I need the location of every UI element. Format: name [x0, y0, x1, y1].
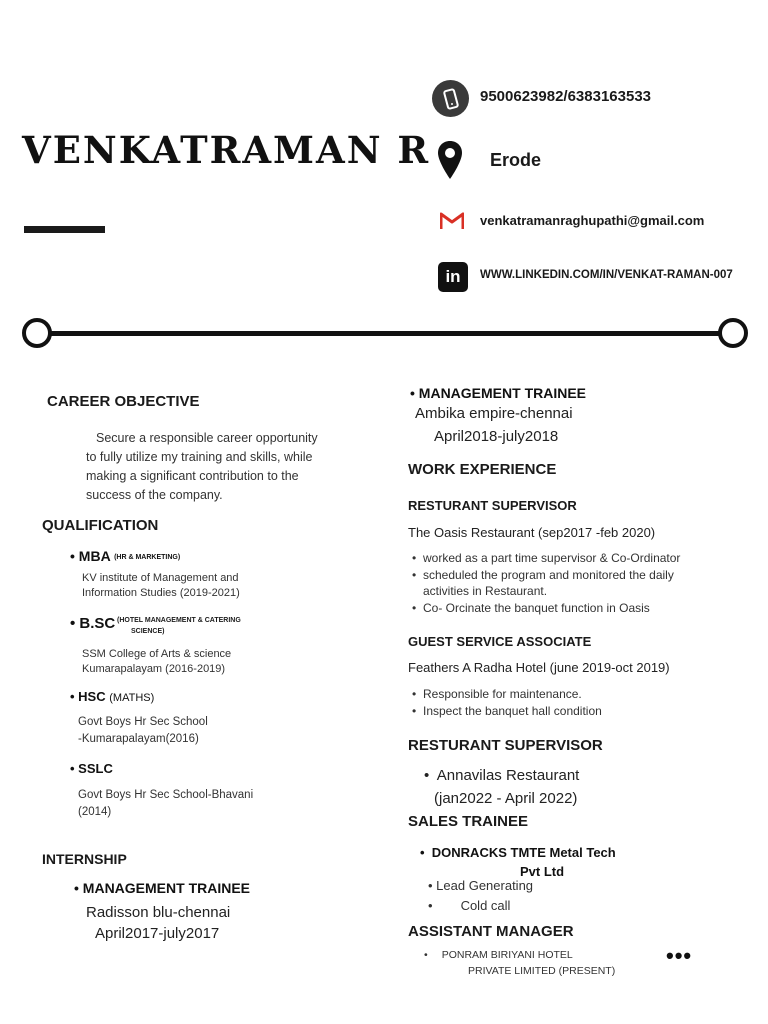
job5-company-2: PRIVATE LIMITED (PRESENT)	[468, 965, 616, 977]
mba-line-1: KV institute of Management and	[82, 572, 239, 584]
candidate-name: VENKATRAMAN R	[22, 128, 431, 172]
internship-period: April2017-july2017	[95, 925, 220, 942]
career-line-4: success of the company.	[86, 488, 223, 502]
linkedin-link[interactable]: WWW.LINKEDIN.COM/IN/VENKAT-RAMAN-007	[480, 269, 733, 281]
career-objective-heading: CAREER OBJECTIVE	[47, 393, 200, 410]
hsc-line-1: Govt Boys Hr Sec School	[78, 716, 208, 728]
hsc-line-2: -Kumarapalayam(2016)	[78, 733, 199, 745]
job1-point-2: • scheduled the program and monitored the daily activities in Restaurant.	[410, 567, 710, 600]
divider-left-circle	[22, 318, 52, 348]
work-experience-heading: WORK EXPERIENCE	[408, 461, 557, 478]
sslc-line-2: (2014)	[78, 806, 112, 818]
career-line-1: Secure a responsible career opportunity	[96, 431, 318, 445]
job1-points	[410, 550, 710, 616]
job3-title: RESTURANT SUPERVISOR	[408, 737, 603, 754]
bsc-line-1: SSM College of Arts & science	[82, 648, 232, 660]
right-trainee-place: Ambika empire-chennai	[415, 405, 573, 422]
bsc-line-2: Kumarapalayam (2016-2019)	[82, 663, 226, 675]
mba-line-2: Information Studies (2019-2021)	[82, 587, 240, 599]
career-line-3: making a significant contribution to the	[86, 469, 299, 483]
job4-title: SALES TRAINEE	[408, 813, 529, 830]
job4-company-1: • DONRACKS TMTE Metal Tech	[420, 845, 616, 860]
sslc-title: • SSLC	[70, 761, 113, 776]
job1-point-1: • worked as a part time supervisor & Co-Ordinator	[410, 550, 710, 567]
right-trainee-title: • MANAGEMENT TRAINEE	[410, 385, 587, 401]
job2-points	[410, 686, 710, 719]
divider-right-circle	[718, 318, 748, 348]
internship-heading: INTERNSHIP	[42, 851, 127, 867]
job2-title: GUEST SERVICE ASSOCIATE	[408, 634, 592, 649]
job5-company-1: • PONRAM BIRIYANI HOTEL	[424, 949, 573, 961]
job3-period: (jan2022 - April 2022)	[434, 790, 578, 807]
job2-place: Feathers A Radha Hotel (june 2019-oct 2019)	[408, 660, 670, 675]
sslc-line-1: Govt Boys Hr Sec School-Bhavani	[78, 789, 254, 801]
career-line-2: to fully utilize my training and skills, while	[86, 450, 313, 464]
location-text: Erode	[490, 150, 542, 170]
location-pin-icon	[437, 140, 463, 185]
internship-place: Radisson blu-chennai	[86, 904, 231, 921]
job1-place: The Oasis Restaurant (sep2017 -feb 2020)	[408, 525, 656, 540]
job5-title: ASSISTANT MANAGER	[408, 923, 574, 940]
job2-point-2: • Inspect the banquet hall condition	[410, 703, 710, 720]
job3-place: • Annavilas Restaurant	[424, 767, 580, 784]
divider-line	[36, 331, 732, 336]
job2-point-1: • Responsible for maintenance.	[410, 686, 710, 703]
phone-icon	[432, 80, 469, 117]
phone-number: 9500623982/6383163533	[480, 88, 652, 105]
email-link[interactable]: venkatramanraghupathi@gmail.com	[480, 213, 705, 228]
name-underline	[24, 226, 105, 233]
right-trainee-period: April2018-july2018	[434, 428, 559, 445]
job1-point-3: • Co- Orcinate the banquet function in Oasis	[410, 600, 710, 617]
job4-point-1: • Lead Generating	[428, 878, 534, 893]
gmail-icon	[440, 212, 464, 235]
job1-title: RESTURANT SUPERVISOR	[408, 498, 577, 513]
bsc-title: • B.SC	[70, 615, 116, 632]
mba-title: • MBA (HR & MARKETING)	[70, 548, 181, 564]
job4-point-2: • Cold call	[428, 898, 511, 913]
internship-title: • MANAGEMENT TRAINEE	[74, 880, 251, 896]
job4-company-2: Pvt Ltd	[520, 864, 565, 879]
qualification-heading: QUALIFICATION	[42, 517, 159, 534]
linkedin-icon: in	[438, 262, 468, 292]
hsc-title: • HSC (MATHS)	[70, 689, 155, 704]
bsc-note: (HOTEL MANAGEMENT & CATERING SCIENCE)	[117, 617, 241, 635]
more-dots-icon[interactable]: •••	[666, 943, 693, 968]
